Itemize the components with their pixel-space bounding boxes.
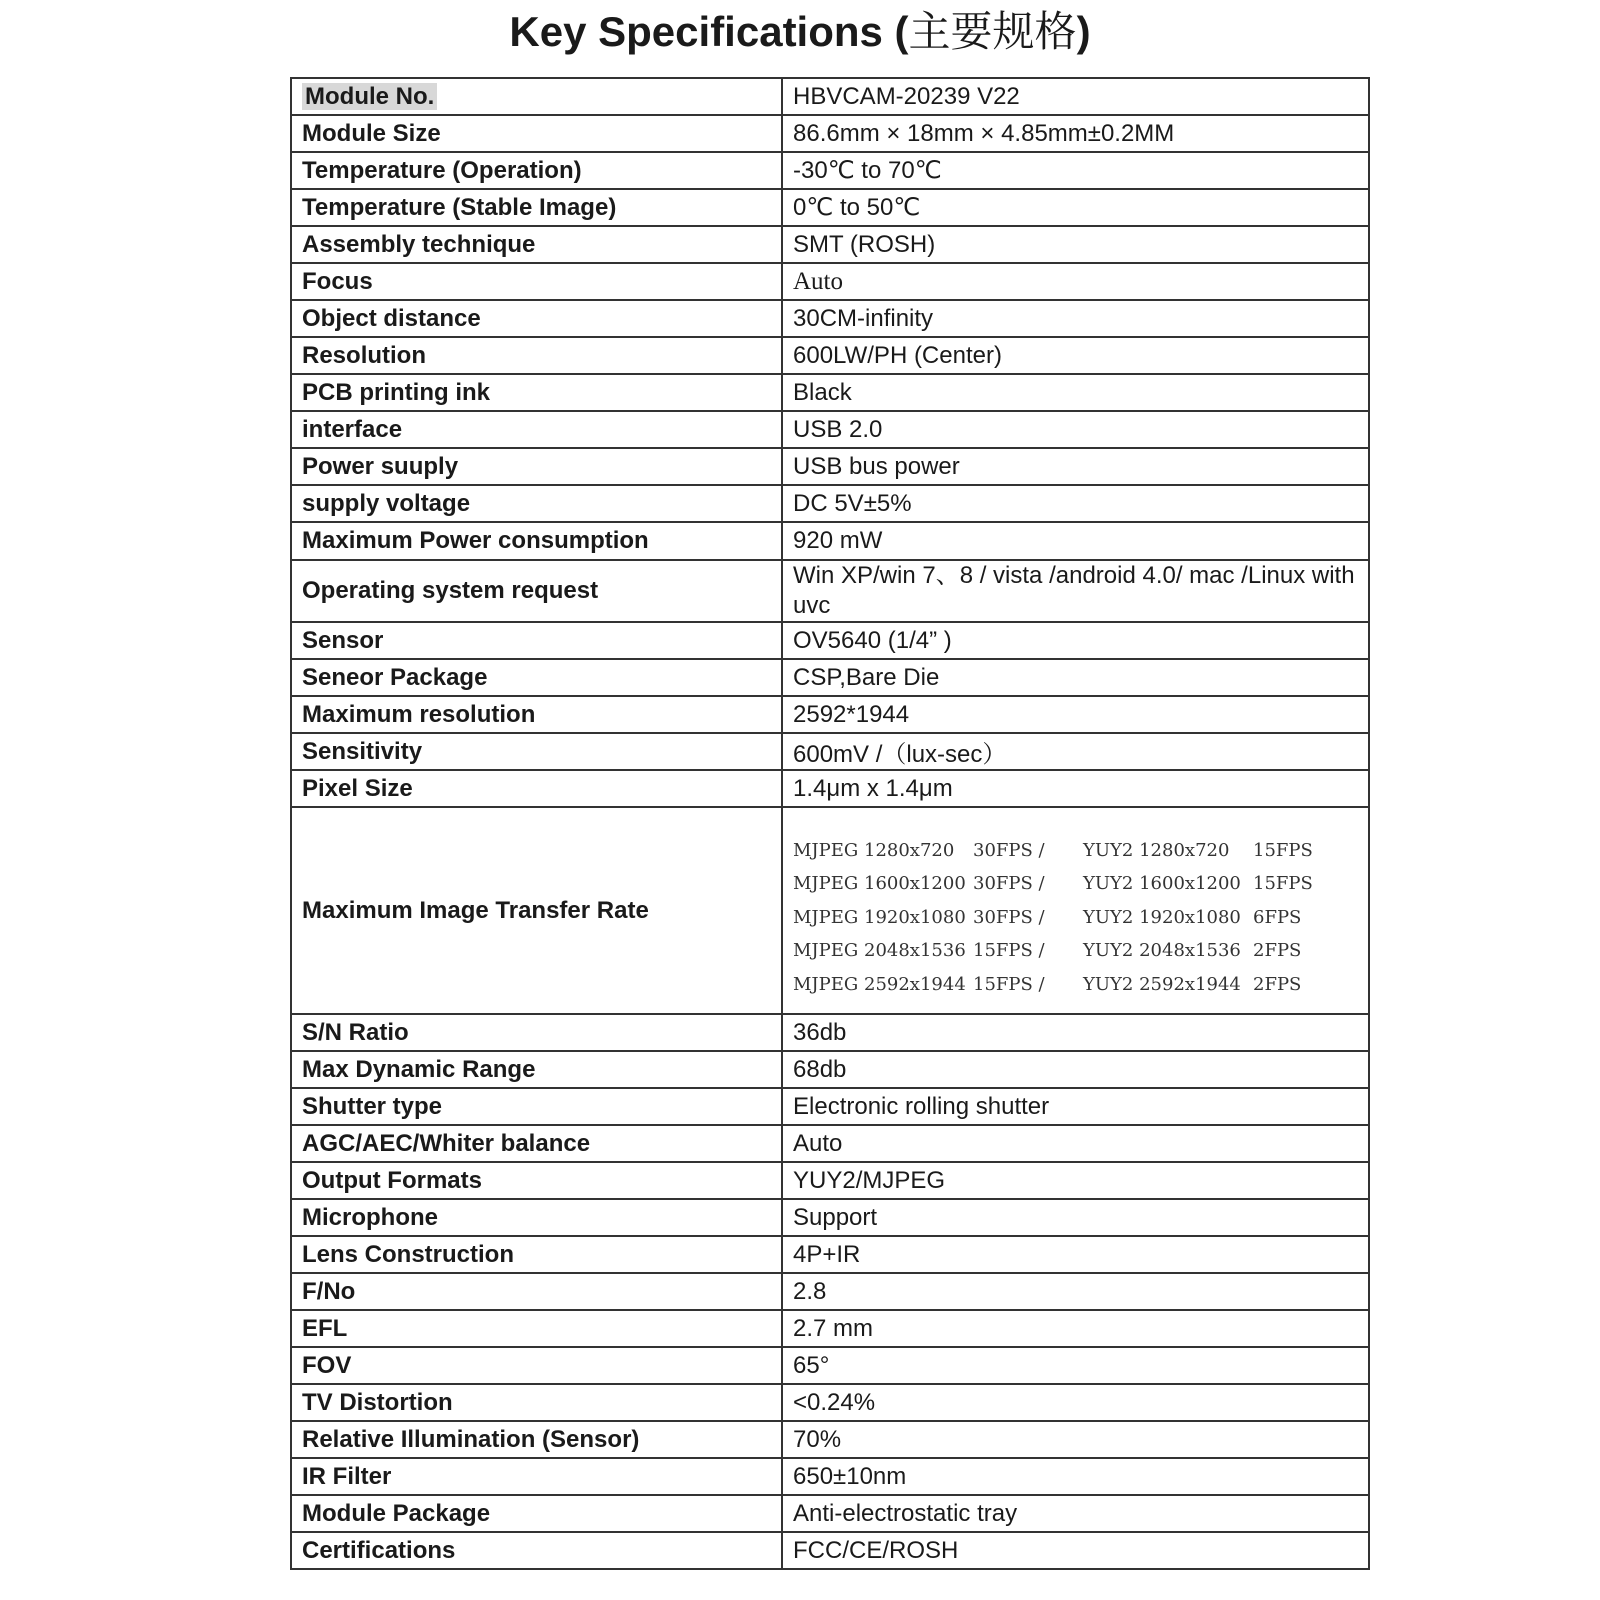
mjpeg-format: MJPEG 1280x720 bbox=[793, 839, 955, 861]
spec-value: Black bbox=[793, 378, 852, 406]
spec-label: Seneor Package bbox=[302, 663, 488, 691]
spec-label: EFL bbox=[302, 1314, 348, 1342]
transfer-rate-line bbox=[793, 834, 1358, 868]
spec-label: Temperature (Operation) bbox=[302, 156, 582, 184]
spec-value-cell bbox=[782, 1051, 1369, 1088]
spec-label: supply voltage bbox=[302, 489, 471, 517]
spec-label-cell bbox=[291, 733, 782, 770]
spec-label-cell bbox=[291, 1458, 782, 1495]
spec-value-cell bbox=[782, 659, 1369, 696]
yuy2-fps: 2FPS bbox=[1253, 940, 1302, 962]
yuy2-format: YUY2 1920x1080 bbox=[1083, 906, 1241, 928]
spec-value-cell bbox=[782, 1088, 1369, 1125]
spec-label-cell bbox=[291, 1236, 782, 1273]
spec-label-cell bbox=[291, 1421, 782, 1458]
spec-row bbox=[291, 189, 1369, 226]
spec-value: SMT (ROSH) bbox=[793, 230, 936, 258]
spec-value: USB bus power bbox=[793, 452, 960, 480]
spec-label: Assembly technique bbox=[302, 230, 536, 258]
spec-label: Focus bbox=[302, 267, 373, 295]
spec-label-cell bbox=[291, 1088, 782, 1125]
spec-value-cell bbox=[782, 770, 1369, 807]
spec-value: 1.4μm x 1.4μm bbox=[793, 774, 953, 802]
mjpeg-fps: 30FPS / bbox=[973, 906, 1045, 928]
spec-label-cell bbox=[291, 152, 782, 189]
title-english: Key Specifications ( bbox=[509, 8, 909, 55]
spec-label: Sensor bbox=[302, 626, 384, 654]
spec-value: CSP,Bare Die bbox=[793, 663, 940, 691]
spec-label: Shutter type bbox=[302, 1092, 443, 1120]
spec-label-cell bbox=[291, 1125, 782, 1162]
spec-row bbox=[291, 1051, 1369, 1088]
spec-value-cell bbox=[782, 115, 1369, 152]
spec-value-cell bbox=[782, 263, 1369, 300]
spec-value: 2.7 mm bbox=[793, 1314, 874, 1342]
spec-label: Output Formats bbox=[302, 1166, 482, 1194]
spec-row bbox=[291, 1199, 1369, 1236]
spec-row bbox=[291, 1162, 1369, 1199]
spec-row bbox=[291, 485, 1369, 522]
spec-value-cell bbox=[782, 189, 1369, 226]
spec-row bbox=[291, 622, 1369, 659]
spec-label: AGC/AEC/Whiter balance bbox=[302, 1129, 591, 1157]
spec-label: Module No. bbox=[302, 83, 437, 110]
spec-table bbox=[290, 77, 1370, 1570]
spec-value: HBVCAM-20239 V22 bbox=[793, 82, 1020, 110]
spec-row bbox=[291, 696, 1369, 733]
spec-label: Operating system request bbox=[302, 577, 599, 604]
spec-value: 65° bbox=[793, 1351, 830, 1379]
spec-value-cell bbox=[782, 1384, 1369, 1421]
spec-row bbox=[291, 1532, 1369, 1569]
spec-label-cell bbox=[291, 1014, 782, 1051]
spec-label-cell bbox=[291, 485, 782, 522]
spec-label-cell bbox=[291, 696, 782, 733]
spec-label: Maximum resolution bbox=[302, 700, 536, 728]
spec-label-cell bbox=[291, 560, 782, 622]
spec-value: FCC/CE/ROSH bbox=[793, 1536, 959, 1564]
spec-label-cell bbox=[291, 337, 782, 374]
spec-value: -30℃ to 70℃ bbox=[793, 157, 942, 184]
spec-label-cell bbox=[291, 622, 782, 659]
spec-label: Power suuply bbox=[302, 452, 459, 480]
spec-label-cell bbox=[291, 374, 782, 411]
spec-value-cell bbox=[782, 1495, 1369, 1532]
spec-row bbox=[291, 659, 1369, 696]
spec-value-cell bbox=[782, 1162, 1369, 1199]
spec-label: Temperature (Stable Image) bbox=[302, 193, 617, 221]
spec-row bbox=[291, 411, 1369, 448]
spec-label-cell bbox=[291, 263, 782, 300]
spec-value-cell bbox=[782, 733, 1369, 770]
spec-label: Max Dynamic Range bbox=[302, 1055, 536, 1083]
spec-value-cell bbox=[782, 1125, 1369, 1162]
mjpeg-fps: 30FPS / bbox=[973, 873, 1045, 895]
spec-value-cell bbox=[782, 622, 1369, 659]
spec-row bbox=[291, 300, 1369, 337]
transfer-rate-line bbox=[793, 867, 1358, 901]
yuy2-fps: 15FPS bbox=[1253, 839, 1313, 861]
spec-table-body bbox=[291, 78, 1369, 1569]
spec-label: Resolution bbox=[302, 341, 426, 369]
spec-value: 2592*1944 bbox=[793, 700, 910, 728]
spec-label-cell bbox=[291, 1310, 782, 1347]
spec-label-cell bbox=[291, 1384, 782, 1421]
mjpeg-fps: 30FPS / bbox=[973, 839, 1045, 861]
spec-value-cell bbox=[782, 560, 1369, 622]
spec-value: Electronic rolling shutter bbox=[793, 1092, 1050, 1120]
spec-label: Sensitivity bbox=[302, 737, 423, 765]
spec-row bbox=[291, 1421, 1369, 1458]
spec-label-cell bbox=[291, 770, 782, 807]
spec-row bbox=[291, 807, 1369, 1014]
spec-value-cell bbox=[782, 300, 1369, 337]
spec-value-cell bbox=[782, 448, 1369, 485]
spec-label-cell bbox=[291, 659, 782, 696]
spec-row bbox=[291, 78, 1369, 115]
spec-value-cell bbox=[782, 374, 1369, 411]
spec-row bbox=[291, 263, 1369, 300]
spec-label-cell bbox=[291, 1347, 782, 1384]
spec-label: Pixel Size bbox=[302, 774, 413, 802]
spec-label-cell bbox=[291, 300, 782, 337]
spec-label: Object distance bbox=[302, 304, 481, 332]
spec-value: Anti-electrostatic tray bbox=[793, 1499, 1018, 1527]
spec-label: interface bbox=[302, 415, 403, 443]
spec-value: 70% bbox=[793, 1425, 842, 1453]
spec-row bbox=[291, 1347, 1369, 1384]
spec-value-cell bbox=[782, 696, 1369, 733]
spec-value: 68db bbox=[793, 1055, 847, 1083]
spec-label-cell bbox=[291, 1051, 782, 1088]
spec-row bbox=[291, 1495, 1369, 1532]
spec-row bbox=[291, 226, 1369, 263]
spec-label-cell bbox=[291, 189, 782, 226]
spec-row bbox=[291, 374, 1369, 411]
spec-value: Win XP/win 7、8 / vista /android 4.0/ mac /Linux with uvc bbox=[793, 562, 1355, 619]
spec-value: Auto bbox=[793, 1129, 843, 1157]
spec-value: 600LW/PH (Center) bbox=[793, 341, 1002, 369]
title-close: ) bbox=[1076, 8, 1091, 55]
spec-label: Module Package bbox=[302, 1499, 491, 1527]
spec-value: Support bbox=[793, 1203, 878, 1231]
spec-row bbox=[291, 1458, 1369, 1495]
spec-label: Microphone bbox=[302, 1203, 438, 1231]
spec-row bbox=[291, 152, 1369, 189]
spec-value-cell bbox=[782, 152, 1369, 189]
spec-value: 2.8 bbox=[793, 1277, 827, 1305]
spec-value-cell bbox=[782, 1014, 1369, 1051]
spec-value-cell bbox=[782, 226, 1369, 263]
spec-value-cell bbox=[782, 1532, 1369, 1569]
spec-value: 920 mW bbox=[793, 527, 883, 554]
spec-row bbox=[291, 115, 1369, 152]
spec-row bbox=[291, 1236, 1369, 1273]
transfer-rate-line bbox=[793, 901, 1358, 935]
spec-label-cell bbox=[291, 115, 782, 152]
spec-value-cell bbox=[782, 1458, 1369, 1495]
yuy2-fps: 6FPS bbox=[1253, 906, 1302, 928]
spec-row bbox=[291, 1384, 1369, 1421]
spec-row bbox=[291, 560, 1369, 622]
spec-value: DC 5V±5% bbox=[793, 489, 912, 517]
spec-value-cell bbox=[782, 1236, 1369, 1273]
spec-label: S/N Ratio bbox=[302, 1018, 409, 1046]
transfer-rate-line bbox=[793, 934, 1358, 968]
spec-value: 650±10nm bbox=[793, 1462, 907, 1490]
spec-value: USB 2.0 bbox=[793, 415, 883, 443]
yuy2-format: YUY2 1600x1200 bbox=[1083, 873, 1241, 895]
spec-value-cell bbox=[782, 1347, 1369, 1384]
spec-value-cell bbox=[782, 522, 1369, 560]
spec-label: TV Distortion bbox=[302, 1388, 453, 1416]
spec-label: Certifications bbox=[302, 1536, 456, 1564]
spec-label: IR Filter bbox=[302, 1462, 392, 1490]
spec-row bbox=[291, 448, 1369, 485]
yuy2-format: YUY2 2048x1536 bbox=[1083, 940, 1241, 962]
spec-row bbox=[291, 1310, 1369, 1347]
spec-label: Maximum Image Transfer Rate bbox=[302, 896, 649, 924]
spec-value: 36db bbox=[793, 1018, 847, 1046]
yuy2-format: YUY2 1280x720 bbox=[1083, 839, 1230, 861]
mjpeg-fps: 15FPS / bbox=[973, 973, 1045, 995]
spec-row bbox=[291, 1273, 1369, 1310]
transfer-rate-list bbox=[793, 820, 1358, 1002]
spec-label-cell bbox=[291, 1162, 782, 1199]
spec-label: Module Size bbox=[302, 119, 441, 147]
spec-label-cell bbox=[291, 1495, 782, 1532]
spec-label: FOV bbox=[302, 1351, 352, 1379]
spec-label: F/No bbox=[302, 1277, 356, 1305]
spec-value: 86.6mm × 18mm × 4.85mm±0.2MM bbox=[793, 119, 1175, 147]
yuy2-fps: 15FPS bbox=[1253, 873, 1313, 895]
spec-label-cell bbox=[291, 1532, 782, 1569]
mjpeg-format: MJPEG 2592x1944 bbox=[793, 973, 966, 995]
spec-value: 4P+IR bbox=[793, 1240, 861, 1268]
spec-row bbox=[291, 1088, 1369, 1125]
spec-value-cell bbox=[782, 1421, 1369, 1458]
spec-value: 30CM-infinity bbox=[793, 304, 934, 332]
spec-value-cell bbox=[782, 337, 1369, 374]
page-title bbox=[0, 4, 1600, 60]
spec-value: OV5640 (1/4” ) bbox=[793, 626, 952, 654]
spec-value-cell bbox=[782, 411, 1369, 448]
spec-label-cell bbox=[291, 1273, 782, 1310]
spec-label: PCB printing ink bbox=[302, 378, 490, 406]
spec-row bbox=[291, 1125, 1369, 1162]
mjpeg-format: MJPEG 1600x1200 bbox=[793, 873, 966, 895]
yuy2-fps: 2FPS bbox=[1253, 973, 1302, 995]
spec-label-cell bbox=[291, 522, 782, 560]
spec-value: 600mV /（lux-sec） bbox=[793, 741, 1007, 768]
spec-label-cell bbox=[291, 448, 782, 485]
spec-value: YUY2/MJPEG bbox=[793, 1166, 946, 1194]
spec-label-cell bbox=[291, 226, 782, 263]
spec-row bbox=[291, 522, 1369, 560]
yuy2-format: YUY2 2592x1944 bbox=[1083, 973, 1241, 995]
spec-label-cell bbox=[291, 807, 782, 1014]
spec-row bbox=[291, 733, 1369, 770]
spec-value-cell bbox=[782, 78, 1369, 115]
spec-value: Auto bbox=[793, 267, 843, 295]
spec-row bbox=[291, 770, 1369, 807]
mjpeg-format: MJPEG 1920x1080 bbox=[793, 906, 966, 928]
spec-value-cell bbox=[782, 1310, 1369, 1347]
spec-row bbox=[291, 1014, 1369, 1051]
spec-label-cell bbox=[291, 1199, 782, 1236]
spec-row bbox=[291, 337, 1369, 374]
spec-label: Maximum Power consumption bbox=[302, 527, 649, 554]
spec-value: 0℃ to 50℃ bbox=[793, 194, 921, 221]
spec-value-cell bbox=[782, 1273, 1369, 1310]
spec-value-cell bbox=[782, 485, 1369, 522]
spec-value-cell bbox=[782, 807, 1369, 1014]
mjpeg-format: MJPEG 2048x1536 bbox=[793, 940, 966, 962]
spec-label-cell bbox=[291, 78, 782, 115]
mjpeg-fps: 15FPS / bbox=[973, 940, 1045, 962]
spec-label-cell bbox=[291, 411, 782, 448]
title-chinese: 主要规格 bbox=[908, 7, 1077, 56]
spec-label: Lens Construction bbox=[302, 1240, 515, 1268]
spec-value: <0.24% bbox=[793, 1388, 876, 1416]
transfer-rate-line bbox=[793, 968, 1358, 1002]
spec-label: Relative Illumination (Sensor) bbox=[302, 1425, 640, 1453]
spec-value-cell bbox=[782, 1199, 1369, 1236]
